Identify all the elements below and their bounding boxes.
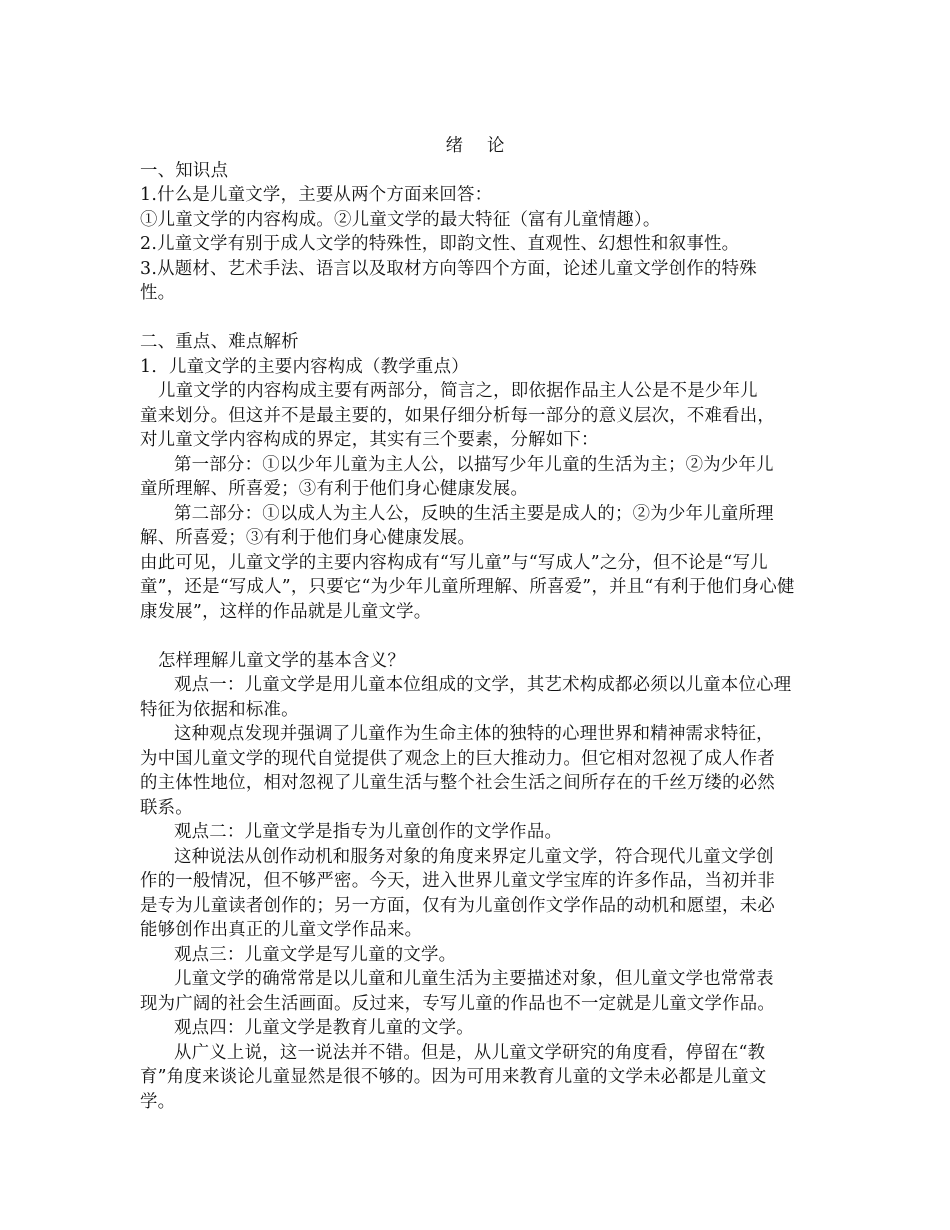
view-three-line: 观点三：儿童文学是写儿童的文学。 <box>174 944 457 965</box>
part-one-line: 第一部分：①以少年儿童为主人公，以描写少年儿童的生活为主；②为少年儿 <box>174 454 774 475</box>
view-four-comment-line: 育”角度来谈论儿童显然是很不够的。因为可用来教育儿童的文学未必都是儿童文 <box>140 1067 767 1087</box>
view-one-comment-line: 为中国儿童文学的现代自觉提供了观念上的巨大推动力。但它相对忽视了成人作者 <box>140 748 776 769</box>
view-four-comment-line: 从广义上说，这一说法并不错。但是，从儿童文学研究的角度看，停留在“教 <box>174 1042 766 1063</box>
spacer <box>140 624 812 649</box>
section-heading-key-points: 二、重点、难点解析 <box>140 332 299 352</box>
paragraph-line: 儿童文学的内容构成主要有两部分，简言之，即依据作品主人公是不是少年儿 <box>158 381 758 401</box>
knowledge-line: 2.儿童文学有别于成人文学的特殊性，即韵文性、直观性、幻想性和叙事性。 <box>140 234 740 254</box>
view-one-line: 特征为依据和标准。 <box>140 699 299 720</box>
view-three-comment-line: 儿童文学的确常常是以儿童和儿童生活为主要描述对象，但儿童文学也常常表 <box>174 969 774 989</box>
view-two-line: 观点二：儿童文学是指专为儿童创作的文学作品。 <box>174 822 563 842</box>
knowledge-line: ①儿童文学的内容构成。②儿童文学的最大特征（富有儿童情趣）。 <box>140 209 661 230</box>
title-char-1: 绪 <box>445 136 465 156</box>
view-one-comment-line: 联系。 <box>140 797 193 818</box>
conclusion-line: 由此可见，儿童文学的主要内容构成有“写儿童”与“写成人”之分，但不论是“写儿 <box>140 552 768 573</box>
part-two-line: 解、所喜爱；③有利于他们身心健康发展。 <box>140 528 476 548</box>
view-two-comment-line: 作的一般情况，但不够严密。今天，进入世界儿童文学宝库的许多作品，当初并非 <box>140 871 776 891</box>
document-page <box>140 134 812 1114</box>
spacer <box>140 306 812 331</box>
knowledge-line: 1.什么是儿童文学，主要从两个方面来回答： <box>140 185 493 205</box>
conclusion-line: 康发展”，这样的作品就是儿童文学。 <box>140 601 432 622</box>
section-heading-knowledge: 一、知识点 <box>140 160 229 181</box>
conclusion-line: 童”，还是“写成人”，只要它“为少年儿童所理解、所喜爱”，并且“有利于他们身心健 <box>140 577 795 597</box>
view-one-line: 观点一：儿童文学是用儿童本位组成的文学，其艺术构成都必须以儿童本位心理 <box>174 675 792 695</box>
view-four-comment-line: 学。 <box>140 1091 176 1112</box>
part-two-line: 第二部分：①以成人为主人公，反映的生活主要是成人的；②为少年儿童所理 <box>174 503 774 524</box>
view-two-comment-line: 这种说法从创作动机和服务对象的角度来界定儿童文学，符合现代儿童文学创 <box>174 846 774 867</box>
page-title <box>140 134 812 159</box>
view-one-comment-line: 这种观点发现并强调了儿童作为生命主体的独特的心理世界和精神需求特征， <box>174 724 774 744</box>
paragraph-line: 童来划分。但这并不是最主要的，如果仔细分析每一部分的意义层次，不难看出， <box>140 405 776 426</box>
knowledge-line: 3.从题材、艺术手法、语言以及取材方向等四个方面，论述儿童文学创作的特殊 <box>140 258 757 279</box>
view-three-comment-line: 现为广阔的社会生活画面。反过来，专写儿童的作品也不一定就是儿童文学作品。 <box>140 993 776 1014</box>
view-four-line: 观点四：儿童文学是教育儿童的文学。 <box>174 1018 474 1038</box>
title-char-2: 论 <box>487 136 507 156</box>
knowledge-line: 性。 <box>140 283 176 303</box>
view-one-comment-line: 的主体性地位，相对忽视了儿童生活与整个社会生活之间所存在的千丝万缕的必然 <box>140 773 776 793</box>
paragraph-line: 对儿童文学内容构成的界定，其实有三个要素，分解如下： <box>140 430 599 450</box>
subheading-content-structure: 1．儿童文学的主要内容构成（教学重点） <box>140 356 469 377</box>
part-one-line: 童所理解、所喜爱；③有利于他们身心健康发展。 <box>140 479 529 499</box>
question-heading: 怎样理解儿童文学的基本含义？ <box>158 650 405 671</box>
view-two-comment-line: 是专为儿童读者创作的；另一方面，仅有为儿童创作文学作品的动机和愿望，未必 <box>140 895 776 916</box>
view-two-comment-line: 能够创作出真正的儿童文学作品来。 <box>140 920 423 940</box>
